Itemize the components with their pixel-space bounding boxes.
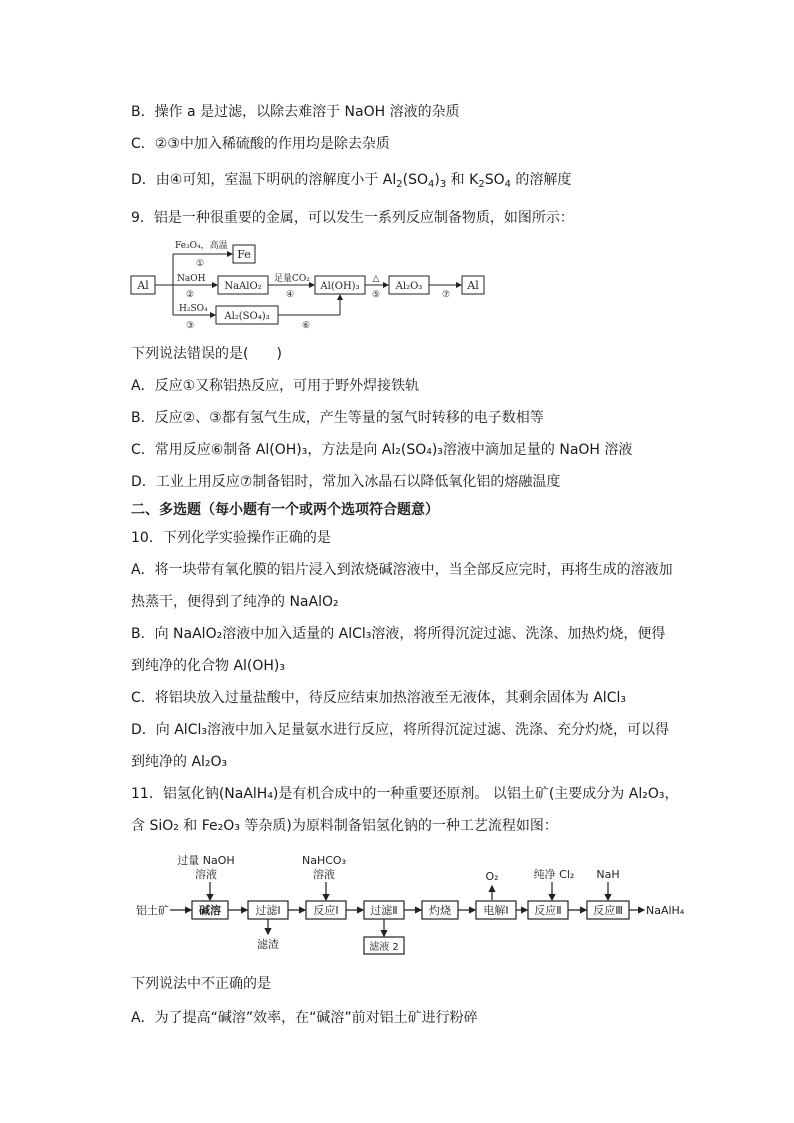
q9-option-d: D．工业上用反应⑦制备铝时，常加入冰晶石以降低氧化铝的熔融温度	[131, 474, 561, 490]
svg-text:反应Ⅲ: 反应Ⅲ	[593, 904, 623, 917]
svg-text:碱溶: 碱溶	[199, 904, 221, 917]
box-al-end-label: Al	[467, 279, 479, 292]
q10-option-a-line1: A．将一块带有氧化膜的铝片浸入到浓烧碱溶液中，当全部反应完时，再将生成的溶液加	[131, 562, 673, 578]
input-naoh: 过量 NaOH	[177, 854, 235, 867]
q9-reaction-diagram	[128, 236, 498, 334]
svg-text:反应Ⅱ: 反应Ⅱ	[534, 904, 562, 917]
box-aloh3-label: Al(OH)₃	[320, 281, 360, 292]
svg-text:过滤Ⅱ: 过滤Ⅱ	[370, 904, 398, 917]
box-al2o3-label: Al₂O₃	[395, 281, 423, 292]
svg-text:溶液: 溶液	[195, 868, 217, 881]
output-o2: O₂	[485, 870, 499, 883]
cond-5: △	[372, 274, 380, 284]
cond-2: NaOH	[177, 274, 206, 284]
q10-option-c: C．将铝块放入过量盐酸中，待反应结束加热溶液至无液体，其剩余固体为 AlCl₃	[131, 690, 626, 706]
q9-option-a: A．反应①又称铝热反应，可用于野外焊接铁轨	[131, 378, 420, 394]
box-naalo2-label: NaAlO₂	[224, 281, 262, 292]
q10-option-d-line1: D．向 AlCl₃溶液中加入足量氨水进行反应，将所得沉淀过滤、洗涤、充分灼烧，可以得	[131, 722, 669, 738]
q8-option-d: D．由④可知，室温下明矾的溶解度小于 $Al_2(SO_4)_3$ 和 $K_2SO_4$ 的溶解度	[131, 172, 572, 190]
svg-text:电解Ⅰ: 电解Ⅰ	[483, 904, 509, 917]
q8-option-b: B．操作 a 是过滤，以除去难溶于 NaOH 溶液的杂质	[131, 104, 460, 120]
num-5: ⑤	[371, 290, 381, 300]
q9-stem: 9．铝是一种很重要的金属，可以发生一系列反应制备物质，如图所示：	[131, 210, 574, 226]
q10-option-b-line2: 到纯净的化合物 Al(OH)₃	[131, 658, 285, 674]
q11-process-flow	[132, 852, 698, 960]
q11-stem-line1: 11．铝氢化钠(NaAlH₄)是有机合成中的一种重要还原剂。 以铝土矿(主要成分为 Al₂O₃，	[131, 786, 679, 802]
output-residue: 滤渣	[257, 938, 279, 951]
q8-option-d-text: D．由④可知，室温下明矾的溶解度小于	[131, 172, 383, 188]
q10-option-a-line2: 热蒸干，便得到了纯净的 NaAlO₂	[131, 594, 339, 610]
q10-stem: 10．下列化学实验操作正确的是	[131, 530, 331, 546]
input-nah: NaH	[596, 868, 620, 881]
svg-text:过滤Ⅰ: 过滤Ⅰ	[255, 904, 281, 917]
q10-option-b-line1: B．向 NaAlO₂溶液中加入适量的 AlCl₃溶液，将所得沉淀过滤、洗涤、加热灼烧，便得	[131, 626, 666, 642]
cond-1: Fe₃O₄，高温	[175, 241, 228, 251]
q9-option-b: B．反应②、③都有氢气生成，产生等量的氢气时转移的电子数相等	[131, 410, 544, 426]
input-cl2: 纯净 Cl₂	[533, 868, 575, 881]
svg-text:灼烧: 灼烧	[429, 904, 451, 917]
num-3: ③	[185, 321, 195, 331]
q11-stem-line2: 含 SiO₂ 和 Fe₂O₃ 等杂质)为原料制备铝氢化钠的一种工艺流程如图：	[131, 818, 558, 834]
num-1: ①	[195, 259, 205, 269]
formula-k2so4: K	[469, 172, 479, 188]
num-6: ⑥	[301, 321, 311, 331]
input-nahco3: NaHCO₃	[302, 854, 346, 867]
box-fe-label: Fe	[237, 248, 251, 261]
svg-text:反应Ⅰ: 反应Ⅰ	[313, 904, 339, 917]
box-al2so43-label: Al₂(SO₄)₃	[224, 311, 270, 322]
num-7: ⑦	[441, 290, 451, 300]
q9-question: 下列说法错误的是( )	[131, 346, 282, 362]
q10-option-d-line2: 到纯净的 Al₂O₃	[131, 754, 228, 770]
cond-3: H₂SO₄	[179, 304, 208, 314]
start-bauxite: 铝土矿	[136, 904, 169, 917]
formula-al: Al	[382, 172, 397, 188]
product-naalh4: NaAlH₄	[646, 904, 685, 917]
svg-text:溶液: 溶液	[313, 868, 335, 881]
box-al-label: Al	[137, 279, 149, 292]
q11-option-a: A．为了提高“碱溶”效率，在“碱溶”前对铝土矿进行粉碎	[131, 1010, 478, 1026]
cond-4: 足量CO₂	[274, 274, 310, 284]
q9-option-c: C．常用反应⑥制备 Al(OH)₃，方法是向 Al₂(SO₄)₃溶液中滴加足量的 NaOH 溶液	[131, 442, 633, 458]
section-title: 二、多选题（每小题有一个或两个选项符合题意）	[131, 502, 439, 518]
svg-text:滤液 2: 滤液 2	[369, 942, 399, 953]
q11-question: 下列说法中不正确的是	[131, 976, 271, 992]
num-2: ②	[185, 290, 195, 300]
num-4: ④	[285, 290, 295, 300]
q8-option-c: C．②③中加入稀硫酸的作用均是除去杂质	[131, 136, 390, 152]
